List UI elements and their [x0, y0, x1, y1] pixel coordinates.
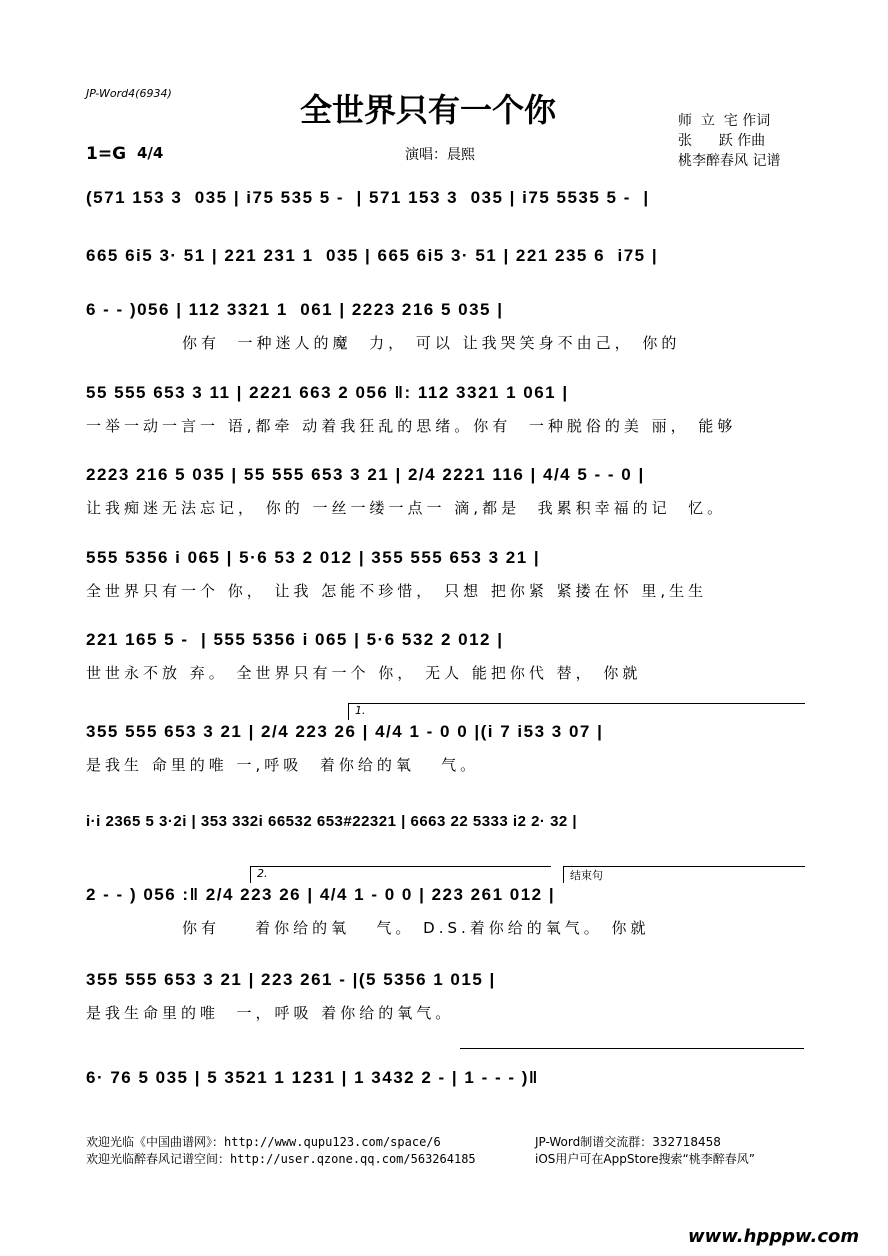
footer-link-qzone[interactable]: 欢迎光临醉春风记谱空间：http://user.qzone.qq.com/563264185 [86, 1152, 476, 1166]
volta-bracket-1 [348, 703, 805, 720]
notation-line: 2223 216 5 035 | 55 555 653 3 21 | 2/4 2221 116 | 4/4 5 - - 0 | [86, 465, 645, 484]
lyrics-line: 是我生 命里的唯 一,呼吸 着你给的氧 气。 [86, 756, 480, 774]
performer-credit: 演唱：晨熙 [405, 147, 475, 163]
notation-line: 355 555 653 3 21 | 2/4 223 26 | 4/4 1 - 0 0 |(i 7 i53 3 07 | [86, 722, 604, 741]
lyrics-line: 世世永不放 弃。 全世界只有一个 你， 无人 能把你代 替， 你就 [86, 664, 642, 682]
transcriber-credit: 桃李醉春风 记谱 [678, 153, 781, 169]
footer-link-qupu[interactable]: 欢迎光临《中国曲谱网》：http://www.qupu123.com/space/6 [86, 1135, 441, 1149]
lyrics-line: 你有 一种迷人的魔 力， 可以 让我哭笑身不由己， 你的 [182, 334, 681, 352]
footer-ios-info: iOS用户可在AppStore搜索“桃李醉春风” [535, 1152, 755, 1166]
notation-line: 55 555 653 3 11 | 2221 663 2 056 ‖: 112 3321 1 061 | [86, 383, 569, 402]
notation-line: 355 555 653 3 21 | 223 261 - |(5 5356 1 015 | [86, 970, 496, 989]
lyrics-line: 让我痴迷无法忘记， 你的 一丝一缕一点一 滴,都是 我累积幸福的记 忆。 [86, 499, 727, 517]
notation-line: 2 - - ) 056 :‖ 2/4 223 26 | 4/4 1 - 0 0 | 223 261 012 | [86, 885, 556, 904]
lyrics-line: 你有 着你给的氧 气。 D.S.着你给的氧气。 你就 [182, 919, 650, 937]
ending-label: 结束句 [570, 869, 603, 882]
watermark: www.hpppw.com [688, 1226, 860, 1247]
software-label: JP-Word4(6934) [86, 87, 172, 100]
ending-bracket [563, 866, 805, 883]
composer-credit: 张 跃 作曲 [678, 133, 766, 149]
lyrics-line: 一举一动一言一 语,都牵 动着我狂乱的思绪。你有 一种脱俗的美 丽， 能够 [86, 417, 737, 435]
notation-line: 221 165 5 - | 555 5356 i 065 | 5·6 532 2 012 | [86, 630, 504, 649]
lyrics-line: 全世界只有一个 你， 让我 怎能不珍惜， 只想 把你紧 紧搂在怀 里,生生 [86, 582, 708, 600]
notation-line: 6 - - )056 | 112 3321 1 061 | 2223 216 5 035 | [86, 300, 504, 319]
notation-line: 555 5356 i 065 | 5·6 53 2 012 | 355 555 653 3 21 | [86, 548, 541, 567]
notation-line: 6· 76 5 035 | 5 3521 1 1231 | 1 3432 2 - | 1 - - - )‖ [86, 1068, 539, 1087]
notation-line: (571 153 3 035 | i75 535 5 - | 571 153 3 035 | i75 5535 5 - | [86, 188, 650, 207]
page-title: 全世界只有一个你 [300, 91, 557, 129]
volta-bracket-2 [250, 866, 551, 883]
notation-line: i·i 2365 5 3·2i | 353 332i 66532 653#22321 | 6663 22 5333 i2 2· 32 | [86, 813, 578, 830]
volta-2-label: 2. [257, 867, 268, 880]
time-signature: 4/4 [137, 144, 164, 162]
coda-bracket [460, 1048, 804, 1065]
lyrics-line: 是我生命里的唯 一，呼吸 着你给的氧气。 [86, 1004, 455, 1022]
volta-1-label: 1. [355, 704, 366, 717]
key-signature: 1=G [86, 144, 127, 164]
lyricist-credit: 师 立 宅 作词 [678, 113, 771, 129]
footer-group-info: JP-Word制谱交流群：332718458 [535, 1135, 721, 1149]
notation-line: 665 6i5 3· 51 | 221 231 1 035 | 665 6i5 3· 51 | 221 235 6 i75 | [86, 246, 659, 265]
